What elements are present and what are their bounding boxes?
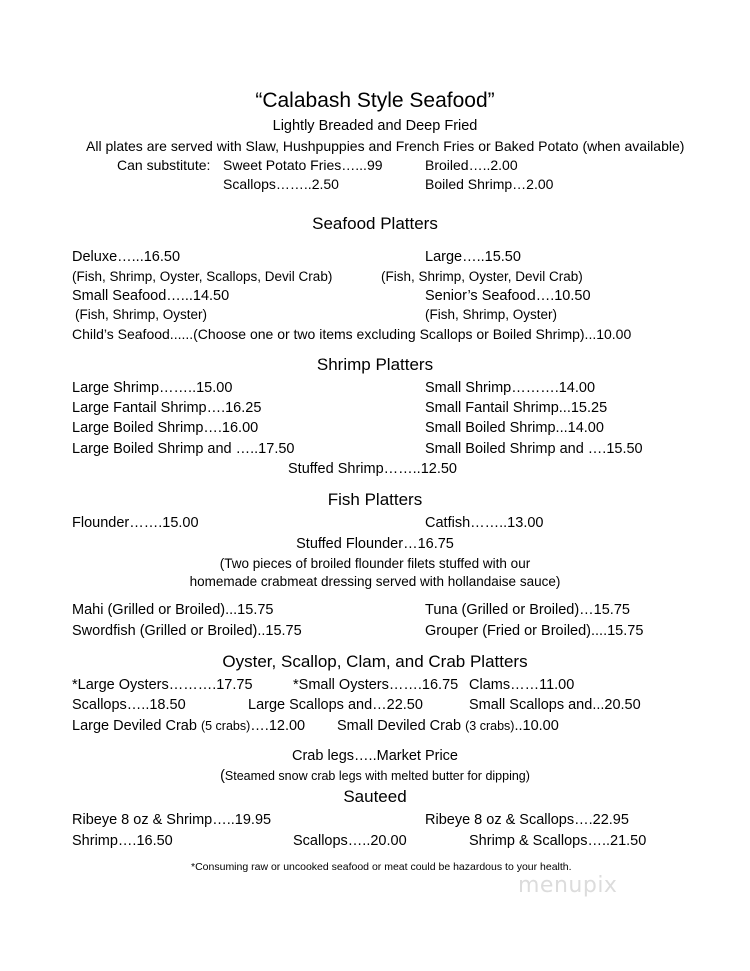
shrimp-platters-heading: Shrimp Platters [316, 355, 434, 374]
large-deviled-crab-price: ….12.00 [250, 718, 306, 734]
shrimp-large-boiled: Large Boiled Shrimp….16.00 [72, 420, 259, 436]
oyster-small-scallops-and: Small Scallops and...20.50 [469, 697, 641, 713]
sauteed-shrimp: Shrimp….16.50 [72, 833, 173, 849]
seafood-senior: Senior’s Seafood….10.50 [425, 288, 591, 304]
health-warning: *Consuming raw or uncooked seafood or meat could be hazardous to your health. [191, 861, 572, 873]
shrimp-large-fantail: Large Fantail Shrimp….16.25 [72, 400, 262, 416]
oyster-large: *Large Oysters……….17.75 [72, 677, 253, 693]
seafood-deluxe-desc: (Fish, Shrimp, Oyster, Scallops, Devil Crab) [72, 269, 333, 284]
sauteed-heading: Sauteed [343, 787, 407, 806]
small-deviled-crab-count: (3 crabs) [465, 719, 515, 733]
crab-legs: Crab legs…..Market Price [292, 748, 458, 764]
oyster-clams: Clams……11.00 [469, 677, 575, 693]
oyster-large-deviled-crab [72, 717, 305, 735]
seafood-small-desc: (Fish, Shrimp, Oyster) [75, 307, 208, 322]
small-deviled-crab-label: Small Deviled Crab [337, 718, 466, 734]
menu-title: “Calabash Style Seafood” [255, 89, 495, 112]
oyster-platters-heading: Oyster, Scallop, Clam, and Crab Platters [222, 652, 528, 671]
fish-tuna: Tuna (Grilled or Broiled)…15.75 [425, 602, 630, 618]
small-deviled-crab-price: ..10.00 [514, 718, 559, 734]
oyster-scallops: Scallops…..18.50 [72, 697, 186, 713]
sauteed-scallops: Scallops…..20.00 [293, 833, 407, 849]
seafood-platters-heading: Seafood Platters [312, 214, 438, 233]
shrimp-small-boiled-and: Small Boiled Shrimp and ….15.50 [425, 441, 643, 457]
menupix-watermark: menupix [518, 873, 618, 898]
menu-subtitle: Lightly Breaded and Deep Fried [272, 118, 478, 134]
fish-stuffed-flounder: Stuffed Flounder…16.75 [296, 536, 454, 552]
fish-mahi: Mahi (Grilled or Broiled)...15.75 [72, 602, 274, 618]
substitute-broiled: Broiled…..2.00 [425, 157, 518, 173]
large-deviled-crab-label: Large Deviled Crab [72, 718, 201, 734]
crab-legs-desc-text: Steamed snow crab legs with melted butter for dipping) [224, 769, 530, 783]
oyster-small-deviled-crab [337, 717, 559, 735]
crab-legs-desc-open: ( [220, 768, 225, 784]
oyster-small: *Small Oysters…….16.75 [293, 677, 459, 693]
shrimp-small-boiled: Small Boiled Shrimp...14.00 [425, 420, 604, 436]
fish-grouper: Grouper (Fried or Broiled)....15.75 [425, 623, 644, 639]
seafood-large-desc: (Fish, Shrimp, Oyster, Devil Crab) [381, 269, 583, 284]
substitute-boiled-shrimp: Boiled Shrimp…2.00 [425, 176, 554, 192]
sauteed-ribeye-shrimp: Ribeye 8 oz & Shrimp…..19.95 [72, 812, 272, 828]
fish-catfish: Catfish……..13.00 [425, 515, 544, 531]
substitute-sweet-potato: Sweet Potato Fries…...99 [223, 157, 383, 173]
oyster-large-scallops-and: Large Scallops and…22.50 [248, 697, 423, 713]
substitute-scallops: Scallops……..2.50 [223, 176, 339, 192]
sauteed-shrimp-scallops: Shrimp & Scallops…..21.50 [469, 833, 647, 849]
served-with-note: All plates are served with Slaw, Hushpuppies and French Fries or Baked Potato (when available) [86, 138, 685, 154]
fish-flounder: Flounder…….15.00 [72, 515, 199, 531]
sauteed-ribeye-scallops: Ribeye 8 oz & Scallops….22.95 [425, 812, 629, 828]
shrimp-large: Large Shrimp……..15.00 [72, 380, 233, 396]
seafood-deluxe: Deluxe…...16.50 [72, 249, 181, 265]
seafood-senior-desc: (Fish, Shrimp, Oyster) [425, 307, 558, 322]
seafood-small: Small Seafood…...14.50 [72, 288, 230, 304]
seafood-large: Large…..15.50 [425, 249, 521, 265]
substitute-label: Can substitute: [117, 157, 211, 173]
crab-legs-desc [0, 767, 750, 785]
large-deviled-crab-count: (5 crabs) [200, 719, 251, 733]
shrimp-small: Small Shrimp……….14.00 [425, 380, 596, 396]
fish-platters-heading: Fish Platters [327, 490, 423, 509]
fish-swordfish: Swordfish (Grilled or Broiled)..15.75 [72, 623, 302, 639]
seafood-child: Child’s Seafood......(Choose one or two items excluding Scallops or Boiled Shrimp)...10.00 [72, 326, 632, 342]
fish-stuffed-desc-1: (Two pieces of broiled flounder filets stuffed with our [219, 556, 531, 571]
shrimp-small-fantail: Small Fantail Shrimp...15.25 [425, 400, 608, 416]
shrimp-stuffed: Stuffed Shrimp……..12.50 [288, 461, 457, 477]
fish-stuffed-desc-2: homemade crabmeat dressing served with hollandaise sauce) [189, 574, 561, 589]
shrimp-large-boiled-and: Large Boiled Shrimp and …..17.50 [72, 441, 295, 457]
